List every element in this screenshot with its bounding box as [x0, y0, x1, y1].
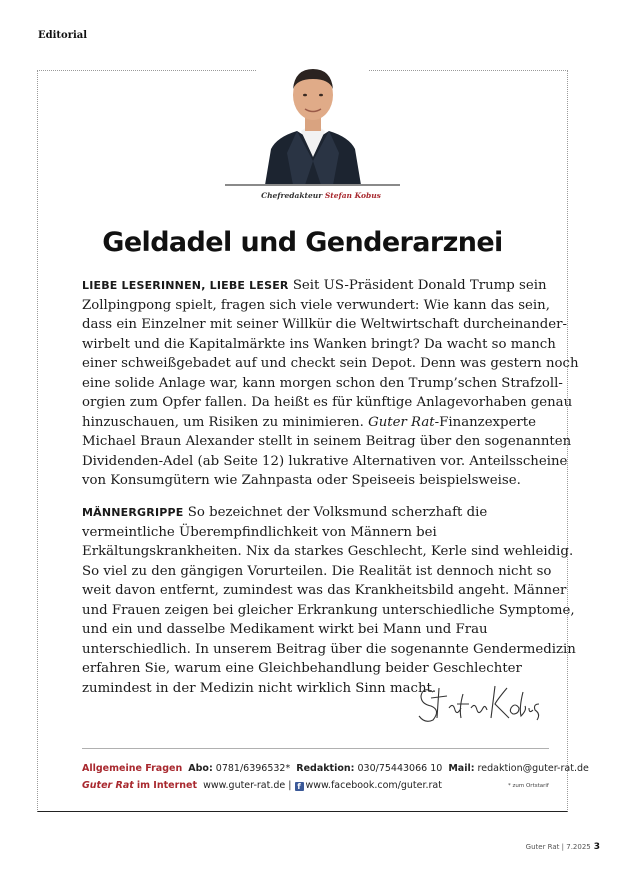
redaktion-value: 030/75443066 10: [357, 763, 443, 774]
editor-signature: [415, 678, 545, 726]
abo-label: Abo:: [188, 763, 213, 774]
abo-value: 0781/6396532*: [215, 763, 291, 774]
questions-label: Allgemeine Fragen: [82, 763, 183, 774]
redaktion-label: Redaktion:: [296, 763, 355, 774]
facebook-icon: f: [295, 782, 304, 791]
website-link[interactable]: www.guter-rat.de: [203, 780, 286, 791]
paragraph-maennergrippe-text: So bezeichnet der Volksmund scherzhaft die vermeintliche Überempfindlichkeit von Männern bei Erkältungskrankheiten. Nix da starkes Geschlecht, Kerle sind wehleidig. So viel zu den gängigen Vorurteilen. Die Realität ist dennoch nicht so weit davon entfernt, zumindest was das Krankheitsbild angeht. Männer und Frauen zeigen bei gleicher Erkrankung unterschiedliche Symptome, und ein und dasselbe Medikament wirkt bei Mann und Frau unterschiedlich. In unserem Beitrag über die sogenannte Gendermedizin erfahren Sie, warum eine Gleichbehandlung beider Geschlechter zumindest in der Medizin nicht wirklich Sinn macht.: [82, 505, 576, 696]
portrait-caption: [0, 191, 642, 200]
magazine-name: Guter Rat: [368, 414, 435, 430]
footer-separator: |: [288, 780, 292, 791]
caption-name: Stefan Kobus: [324, 191, 381, 200]
editor-portrait: [257, 57, 369, 185]
headline: Geldadel und Genderarznei: [102, 227, 503, 258]
paragraph-maennergrippe: [82, 503, 582, 698]
paragraph-intro-text-a: Seit US-Präsident Donald Trump sein Zollpingpong spielt, fragen sich viele verwundert: Wie kann das sein, dass ein Einzelner mit seiner Willkür die Weltwirtschaft durcheinanderwirbelt und die Kapitalmärkte ins Wanken bringt? Da wacht so manch einer schweißgebadet auf und checkt sein Depot. Denn was gestern noch eine solide Anlage war, kann morgen schon den Trump’schen Strafzollorgien zum Opfer fallen. Da heißt es für künftige Anlagevorhaben genau hinzuschauen, um Risiken zu minimieren.: [82, 278, 579, 430]
footer-rule: [82, 748, 549, 749]
internet-brand: Guter Rat: [82, 780, 134, 791]
page-footer: [526, 842, 600, 852]
mail-link[interactable]: redaktion@guter-rat.de: [477, 763, 589, 774]
caption-role: Chefredakteur: [261, 191, 323, 200]
page-label: Guter Rat | 7.2025: [525, 843, 591, 851]
tariff-footnote: * zum Ortstarif: [508, 783, 549, 789]
internet-label: im Internet: [136, 780, 198, 791]
portrait-rule: [225, 184, 400, 186]
mail-label: Mail:: [448, 763, 475, 774]
facebook-link[interactable]: www.facebook.com/guter.rat: [305, 780, 442, 791]
paragraph-intro: [82, 276, 582, 491]
paragraph-intro-text-b: -Finanzexperte Michael Braun Alexander stellt in seinem Beitrag über den sogenannten Dividenden-Adel (ab Seite 12) lukrative Alternativen vor. Anteilsscheine von Konsumgütern wie Zahnpasta oder Speiseeis beispielsweise.: [82, 414, 572, 488]
page-number: 3: [593, 842, 600, 852]
contact-line: [82, 763, 589, 774]
section-label: Editorial: [38, 30, 88, 41]
paragraph-intro-lead: LIEBE LESERINNEN, LIEBE LESER: [82, 279, 289, 292]
paragraph-maennergrippe-lead: MÄNNERGRIPPE: [82, 506, 184, 519]
internet-line: [82, 780, 442, 791]
